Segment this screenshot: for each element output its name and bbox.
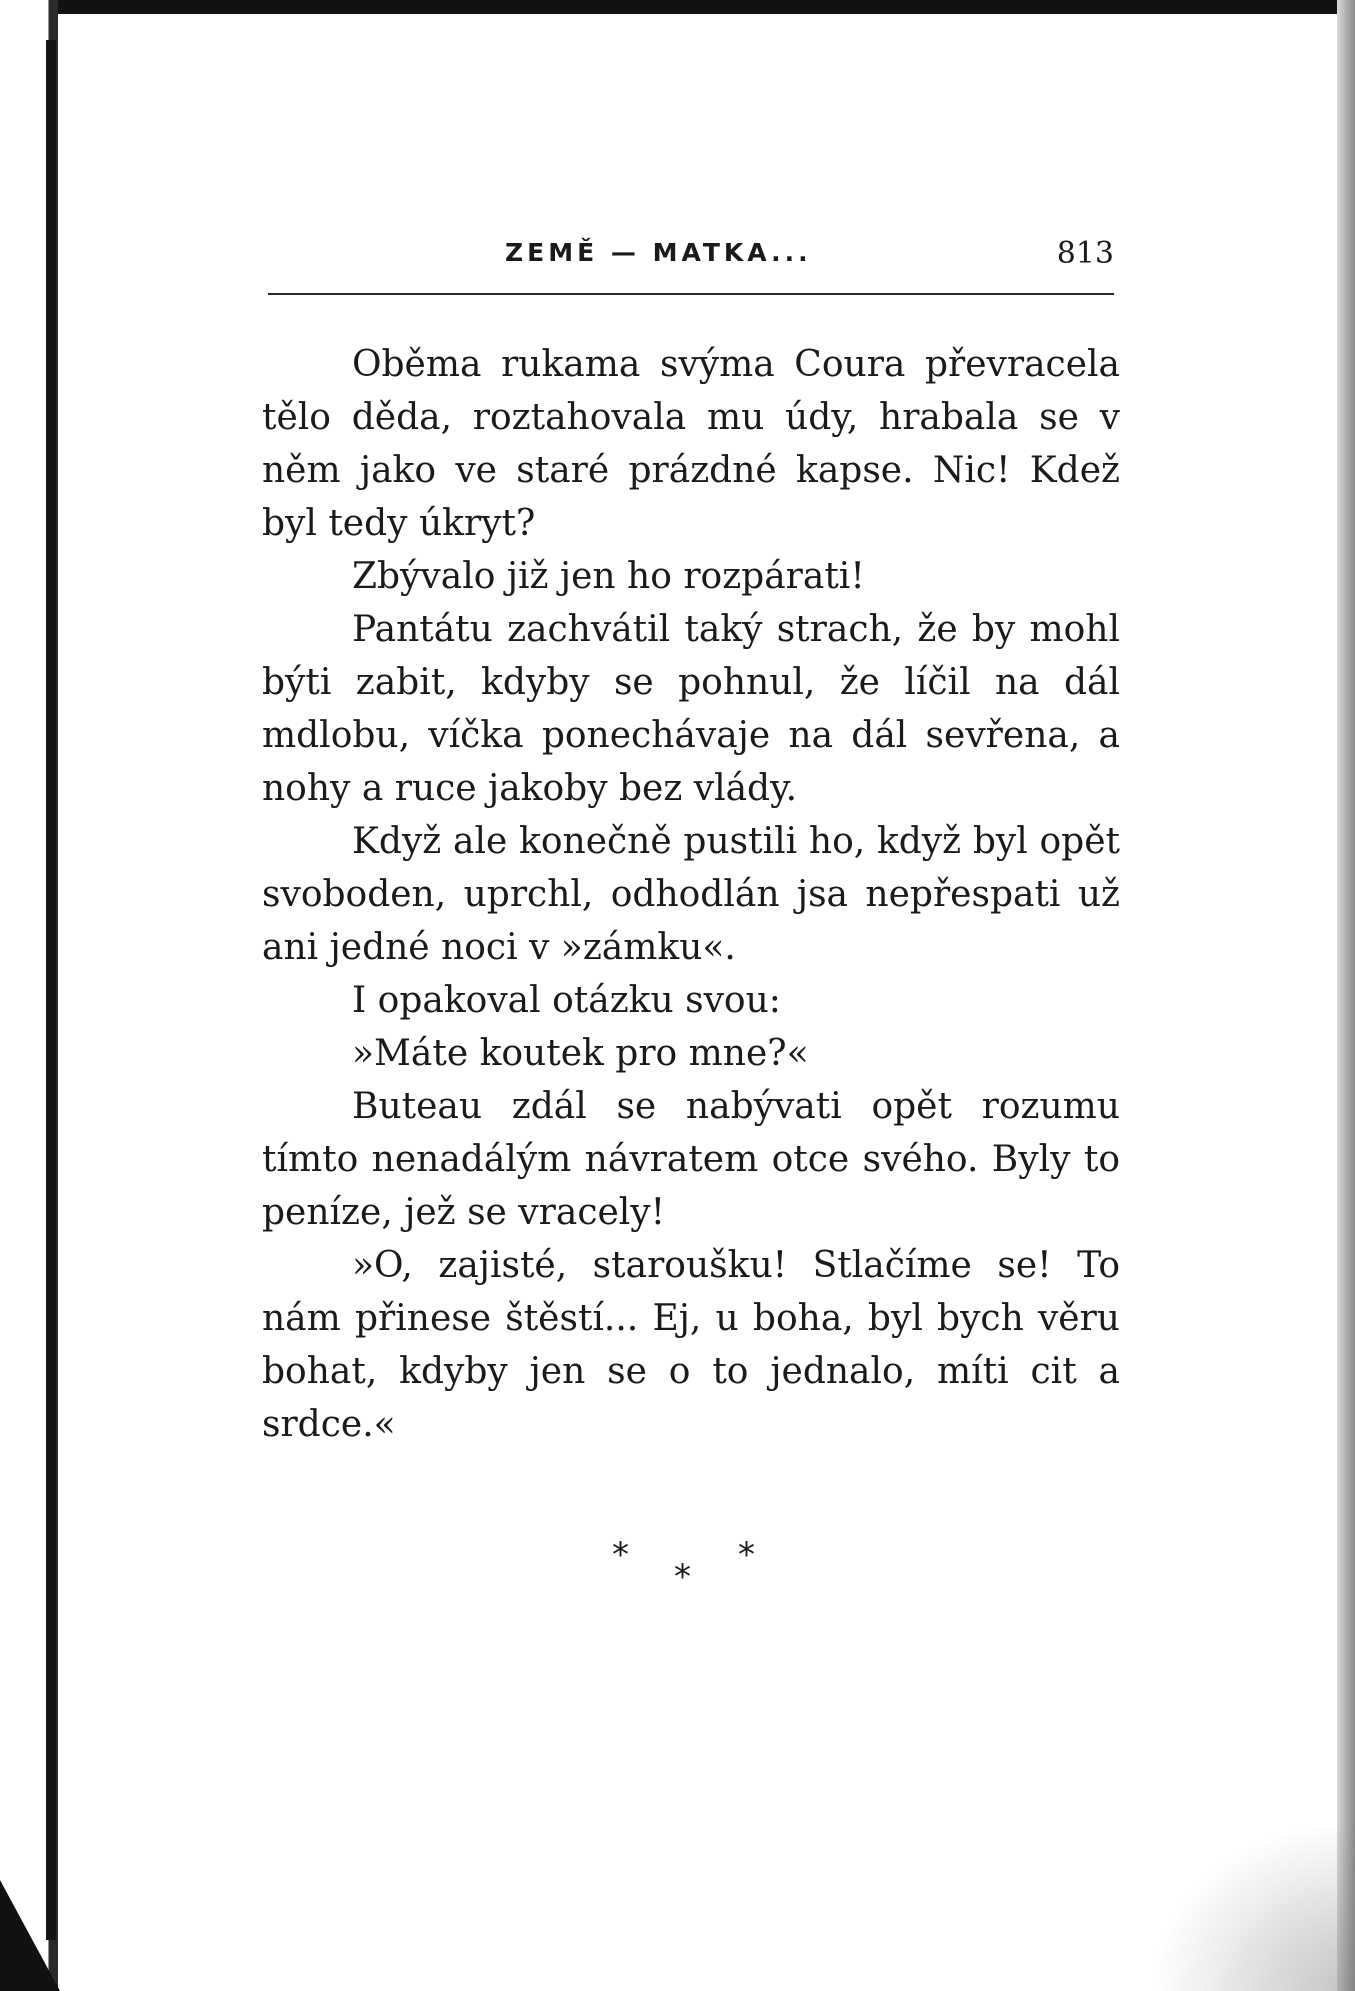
scan-corner-mark <box>0 1880 60 1991</box>
paragraph: I opakoval otázku svou: <box>352 980 781 1021</box>
header-rule <box>268 293 1114 295</box>
asterisk: * <box>738 1535 755 1575</box>
paragraph: Pantátu zachvátil taký strach, že by mohl býti zabit, kdyby se pohnul, že líčil na dál mdlobu, víčka ponechávaje na dál sevřena, a nohy a ruce jakoby bez vlády. <box>262 609 1120 809</box>
paragraph: Zbývalo již jen ho rozpárati! <box>352 556 865 597</box>
paragraph: »O, zajisté, staroušku! Stlačíme se! To nám přinese štěstí... Ej, u boha, byl bych věru bohat, kdyby jen se o to jednalo, míti cit a srdce.« <box>262 1245 1120 1445</box>
paragraph: »Máte koutek pro mne?« <box>352 1033 809 1074</box>
section-break <box>606 1535 766 1605</box>
chapter-title: ZEMĚ — MATKA... <box>505 238 812 267</box>
body-text <box>262 338 1120 1451</box>
paragraph: Oběma rukama svýma Coura převracela tělo děda, roztahovala mu údy, hrabala se v něm jako ve staré prázdné kapse. Nic! Kdež byl tedy úkryt? <box>262 344 1120 544</box>
scan-corner-shadow <box>1150 1820 1355 1991</box>
book-spine-shadow <box>46 40 56 1940</box>
scan-right-edge <box>1337 0 1355 1991</box>
asterisk: * <box>674 1557 691 1597</box>
paragraph: Buteau zdál se nabývati opět rozumu tímto nenadálým návratem otce svého. Byly to peníze, jež se vracely! <box>262 1086 1120 1233</box>
scan-top-edge <box>0 0 1355 14</box>
asterisk: * <box>612 1535 629 1575</box>
running-header <box>262 232 1114 278</box>
paragraph: Když ale konečně pustili ho, když byl opět svoboden, uprchl, odhodlán jsa nepřespati už ani jedné noci v »zámku«. <box>262 821 1120 968</box>
page-number: 813 <box>1056 236 1114 271</box>
